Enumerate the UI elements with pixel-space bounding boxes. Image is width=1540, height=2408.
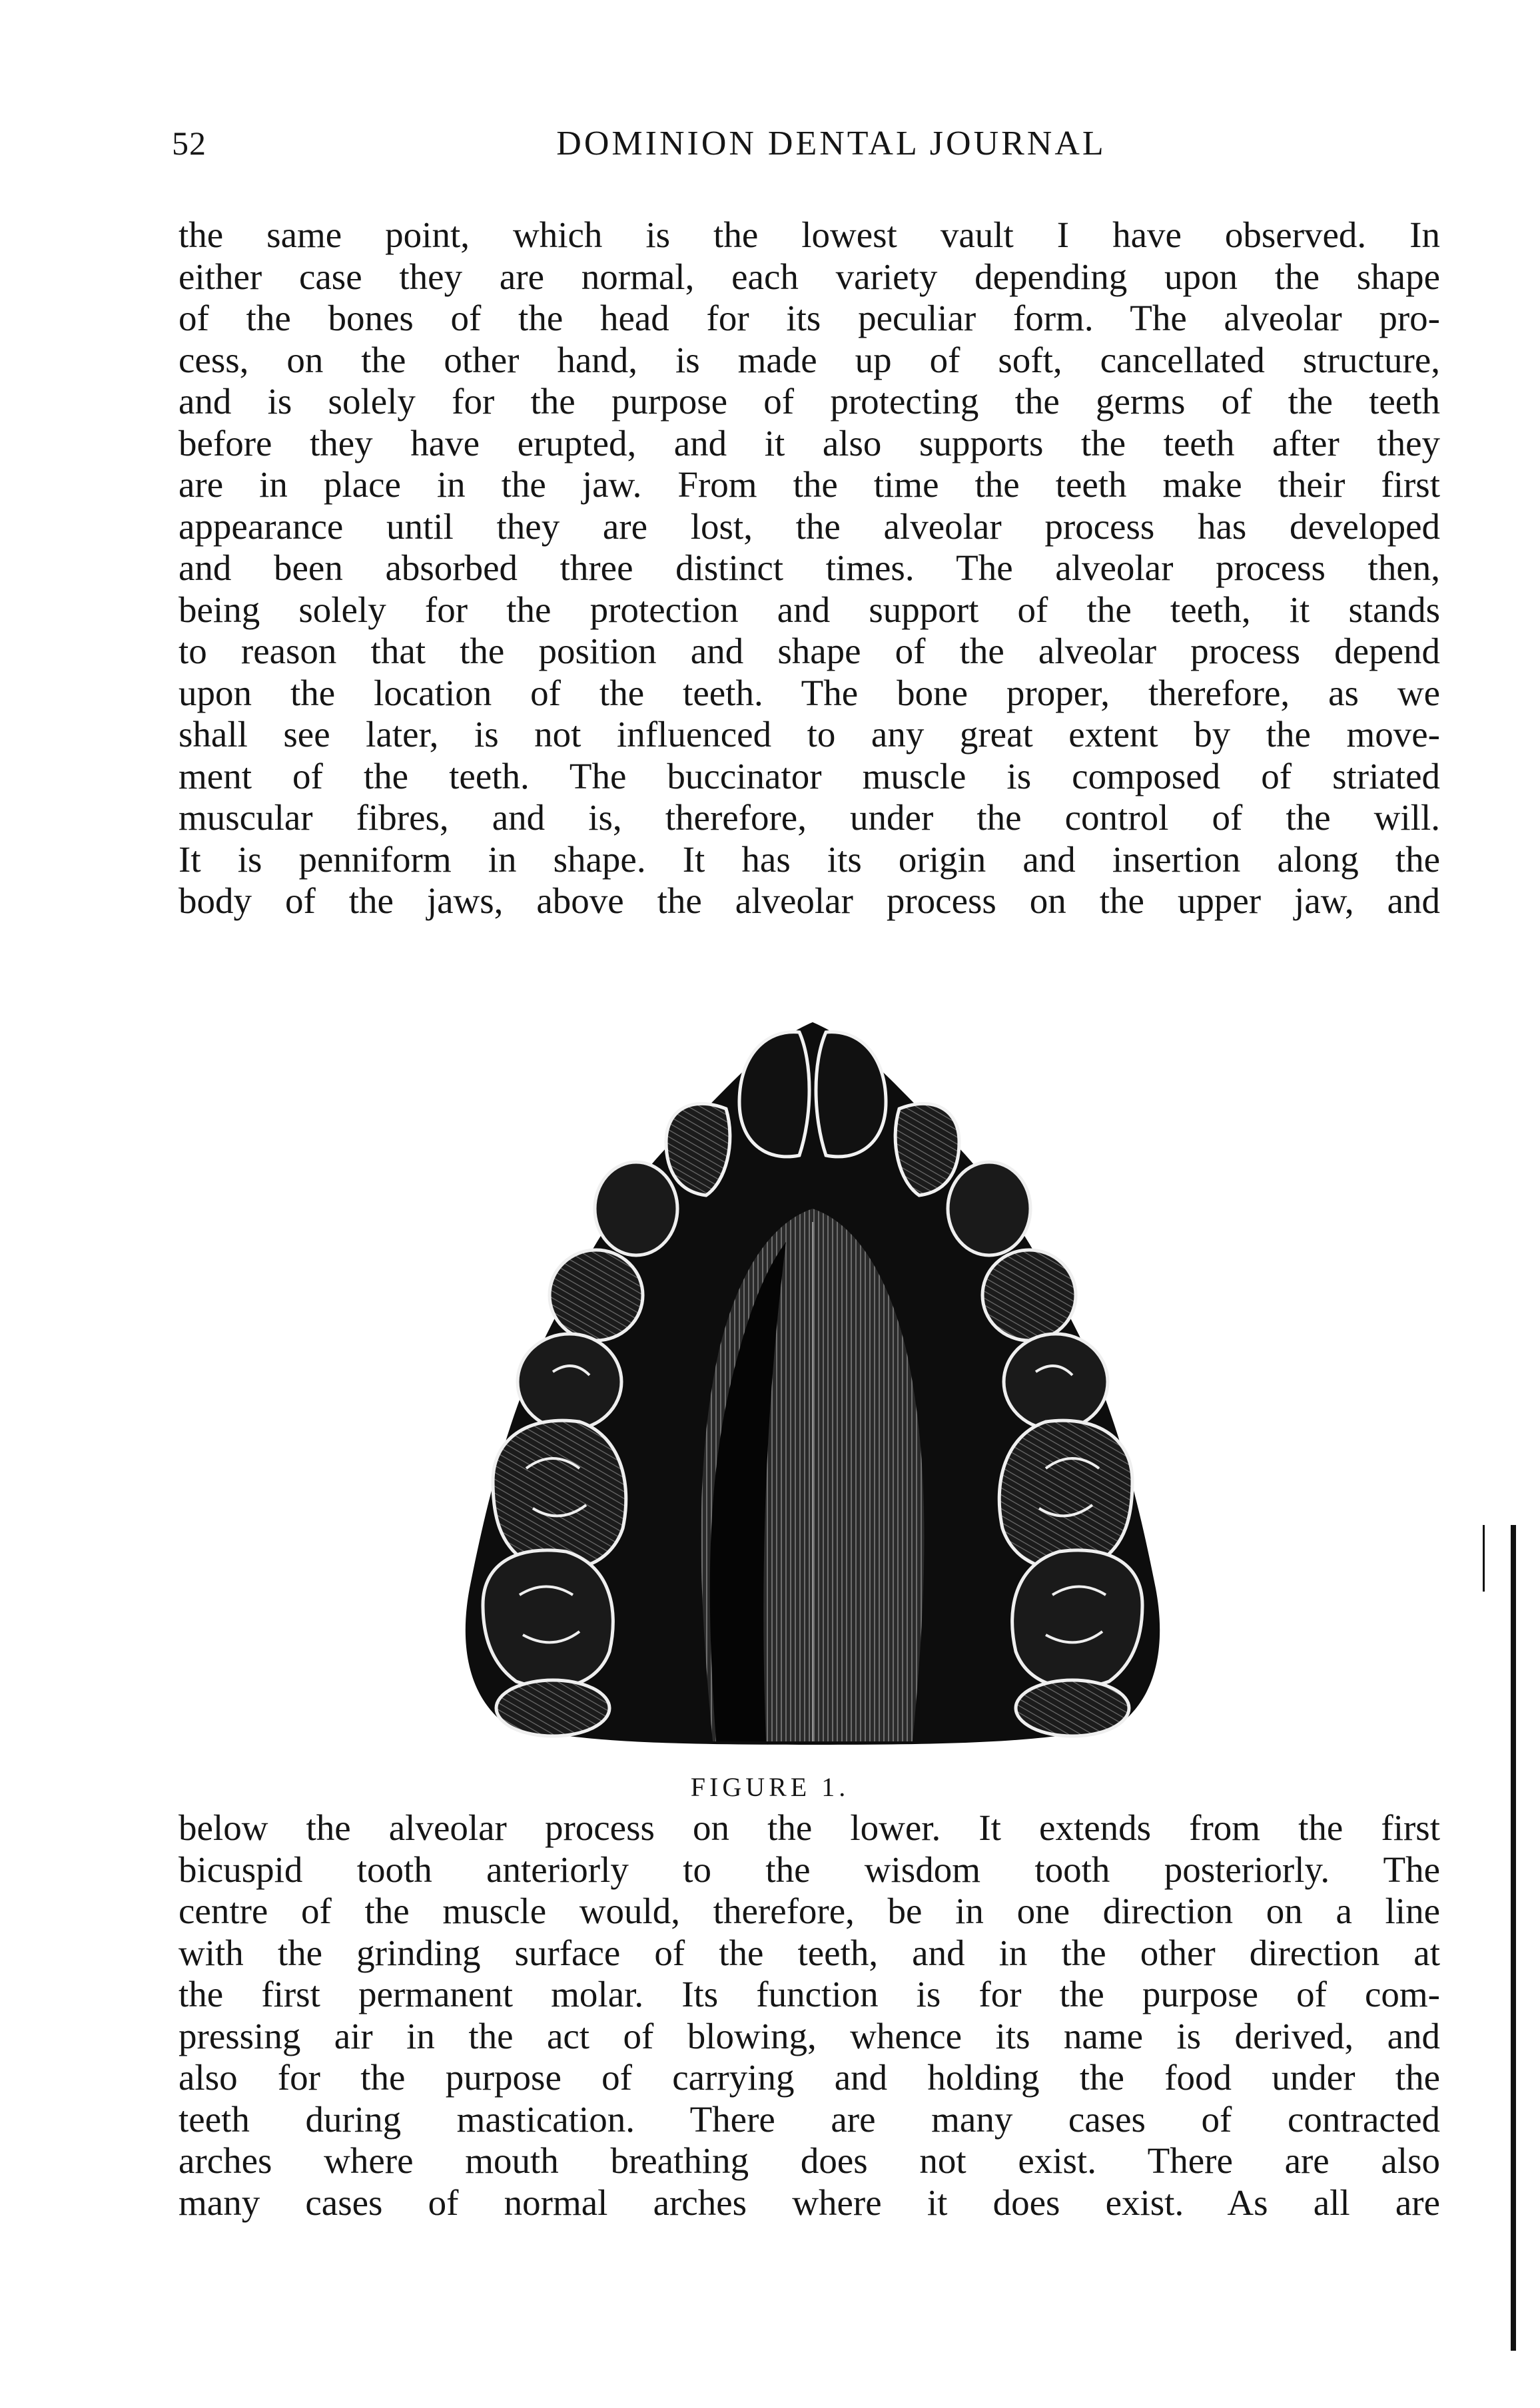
text-line: teeth during mastication. There are many cases of contracted xyxy=(179,2098,1440,2140)
text-line: centre of the muscle would, therefore, be in one direction on a line xyxy=(179,1891,1440,1931)
text-line: cess, on the other hand, is made up of soft, cancellated structure, xyxy=(179,339,1440,380)
scan-edge-mark xyxy=(1511,1525,1516,2351)
text-line: muscular fibres, and is, therefore, under the control of the will. xyxy=(179,797,1440,838)
text-line: body of the jaws, above the alveolar process on the upper jaw, and xyxy=(179,880,1440,921)
body-paragraph-bottom xyxy=(179,1807,1440,2224)
text-line: also for the purpose of carrying and holding the food under the xyxy=(179,2057,1440,2098)
text-line: and been absorbed three distinct times. The alveolar process then, xyxy=(179,547,1440,588)
text-line: the first permanent molar. Its function is for the purpose of com- xyxy=(179,1974,1440,2014)
page-number: 52 xyxy=(172,125,206,162)
text-line: before they have erupted, and it also supports the teeth after they xyxy=(179,422,1440,463)
text-line: to reason that the position and shape of the alveolar process depend xyxy=(179,631,1440,671)
scan-edge-mark xyxy=(1483,1525,1485,1592)
text-line: being solely for the protection and support of the teeth, it stands xyxy=(179,589,1440,630)
text-line: appearance until they are lost, the alveolar process has developed xyxy=(179,505,1440,547)
text-line: with the grinding surface of the teeth, and in the other direction at xyxy=(179,1932,1440,1973)
dental-arch-engraving xyxy=(453,1002,1172,1748)
text-line: shall see later, is not influenced to any great extent by the move- xyxy=(179,714,1440,754)
figure-dental-arch xyxy=(453,1002,1172,1748)
text-line: ment of the teeth. The buccinator muscle is composed of striated xyxy=(179,755,1440,796)
text-line: upon the location of the teeth. The bone proper, therefore, as we xyxy=(179,672,1440,713)
text-line: arches where mouth breathing does not exist. There are also xyxy=(179,2140,1440,2181)
text-line: pressing air in the act of blowing, whence its name is derived, and xyxy=(179,2015,1440,2056)
text-line: many cases of normal arches where it does exist. As all are xyxy=(179,2182,1440,2223)
text-line: It is penniform in shape. It has its origin and insertion along the xyxy=(179,838,1440,880)
journal-title: DOMINION DENTAL JOURNAL xyxy=(556,125,1106,162)
text-line: are in place in the jaw. From the time the teeth make their first xyxy=(179,464,1440,505)
text-line: either case they are normal, each variety depending upon the shape xyxy=(179,256,1440,297)
text-line: of the bones of the head for its peculiar form. The alveolar pro- xyxy=(179,298,1440,338)
body-paragraph-top xyxy=(179,214,1440,922)
text-line: below the alveolar process on the lower. It extends from the first xyxy=(179,1807,1440,1848)
text-line: bicuspid tooth anteriorly to the wisdom tooth posteriorly. The xyxy=(179,1849,1440,1890)
figure-caption: FIGURE 1. xyxy=(690,1772,850,1802)
text-line: and is solely for the purpose of protecting the germs of the teeth xyxy=(179,381,1440,422)
running-head xyxy=(172,124,1437,170)
text-line: the same point, which is the lowest vault I have observed. In xyxy=(179,214,1440,255)
